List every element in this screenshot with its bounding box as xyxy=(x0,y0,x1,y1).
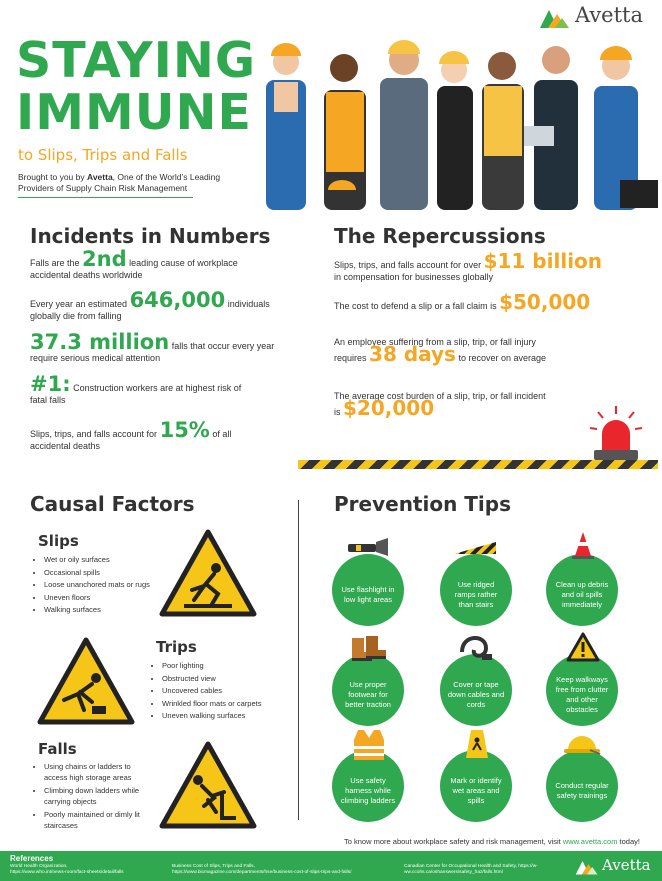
trips-list xyxy=(152,660,302,723)
list-item: • Wrinkled floor mats or carpets xyxy=(162,698,302,711)
logo-text: Avetta xyxy=(575,3,644,27)
avetta-logo-icon xyxy=(574,858,600,876)
byline: Brought to you by Avetta, One of the World’s Leading Providers of Supply Chain Risk Management xyxy=(18,172,221,193)
workers-illustration xyxy=(262,30,662,210)
fall-warning-icon xyxy=(158,740,258,830)
causal-title: Causal Factors xyxy=(30,492,195,516)
traffic-cone-icon xyxy=(570,530,596,560)
worker-1-figure xyxy=(266,43,306,210)
flashlight-icon xyxy=(346,536,392,558)
byline-brand: Avetta xyxy=(87,172,113,182)
cable-icon xyxy=(456,630,496,664)
rep-20000: The average cost burden of a slip, trip, or fall incident is $20,000 xyxy=(334,391,546,420)
stat-37-million: 37.3 million falls that occur every year require serious medical attention xyxy=(30,330,275,363)
reference-1: World Health Organization, https://www.who.int/news-room/fact-sheets/detail/falls xyxy=(10,864,124,875)
title-line-1: STAYING xyxy=(16,32,257,89)
stat-number-one-value: #1: xyxy=(30,372,71,396)
brand-logo xyxy=(538,4,658,30)
ramp-icon xyxy=(452,538,498,556)
list-item: • Climbing down ladders while carrying objects xyxy=(44,786,156,807)
safety-vest-icon xyxy=(352,728,386,762)
alarm-light-icon xyxy=(584,404,648,464)
worker-2-figure xyxy=(324,54,366,210)
tip-walkways: Keep walkways free from clutter and other obstacles xyxy=(546,654,618,726)
learn-more-text: To know more about workplace safety and risk management, visit www.avetta.com today! xyxy=(344,837,640,846)
hazard-stripe xyxy=(298,460,658,469)
list-item: • Occasional spills xyxy=(44,567,184,580)
rep-50000-value: $50,000 xyxy=(499,290,591,314)
worker-4-figure xyxy=(437,51,473,210)
reference-2: Business Cost of Slips, Trips and Falls, https://www.bicmagazine.com/departments/hse/business-cost-of-slips-trips-and-falls/ xyxy=(172,864,352,875)
trip-warning-icon xyxy=(36,636,136,726)
references-title: References xyxy=(10,854,54,863)
title-line-2: IMMUNE xyxy=(16,84,253,141)
tip-ramps: Use ridged ramps rather than stairs xyxy=(440,554,512,626)
wet-floor-sign-icon xyxy=(464,728,490,760)
boots-icon xyxy=(348,634,390,664)
rep-38-days-value: 38 days xyxy=(369,342,456,366)
reference-3: Canadian Center for Occupational Health and Safety, https://w- ww.ccohs.ca/oshanswers/safety_haz/falls.html xyxy=(404,864,538,875)
list-item: • Loose unanchored mats or rugs xyxy=(44,579,184,592)
list-item: • Poor lighting xyxy=(162,660,302,673)
rep-38-days: An employee suffering from a slip, trip, or fall injury requires 38 days to recover on average xyxy=(334,337,547,366)
references-footer xyxy=(0,851,662,881)
stat-2nd: Falls are the 2nd leading cause of workplace accidental deaths worldwide xyxy=(30,247,238,280)
worker-7-figure xyxy=(594,46,658,210)
tip-footwear: Use proper footwear for better traction xyxy=(332,654,404,726)
incidents-title: Incidents in Numbers xyxy=(30,224,271,248)
list-item: • Wet or oily surfaces xyxy=(44,554,184,567)
rep-11-billion: Slips, trips, and falls account for over $11 billion in compensation for businesses globally xyxy=(334,249,603,282)
list-item: • Uncovered cables xyxy=(162,685,302,698)
rep-20000-value: $20,000 xyxy=(343,396,435,420)
header-divider xyxy=(18,197,193,198)
warning-sign-icon xyxy=(566,632,600,662)
stat-15-percent: Slips, trips, and falls account for 15% of all accidental deaths xyxy=(30,418,232,451)
rep-50000: The cost to defend a slip or a fall claim is $50,000 xyxy=(334,290,591,314)
avetta-logo-icon xyxy=(538,6,572,30)
footer-logo-text: Avetta xyxy=(602,856,651,874)
rep-11-billion-value: $11 billion xyxy=(483,249,603,273)
tip-clean-debris: Clean up debris and oil spills immediately xyxy=(546,554,618,626)
list-item: • Using chains or ladders to access high storage areas xyxy=(44,762,156,783)
stat-15-percent-value: 15% xyxy=(159,418,210,442)
stat-37-million-value: 37.3 million xyxy=(30,330,170,354)
tip-trainings: Conduct regular safety trainings xyxy=(546,750,618,822)
falls-list xyxy=(34,762,156,831)
list-item: • Uneven walking surfaces xyxy=(162,710,302,723)
slip-warning-icon xyxy=(158,528,258,618)
tip-flashlight: Use flashlight in low light areas xyxy=(332,554,404,626)
falls-title: Falls xyxy=(38,740,77,758)
list-item: • Uneven floors xyxy=(44,592,184,605)
hard-hat-icon xyxy=(562,730,602,756)
prevention-title: Prevention Tips xyxy=(334,492,512,516)
subtitle: to Slips, Trips and Falls xyxy=(18,146,188,164)
byline-line2: Providers of Supply Chain Risk Management xyxy=(18,183,188,193)
list-item: • Walking surfaces xyxy=(44,604,184,617)
footer-logo xyxy=(574,856,660,878)
slips-title: Slips xyxy=(38,532,79,550)
tip-wet-areas: Mark or identify wet areas and spills xyxy=(440,750,512,822)
tip-cables: Cover or tape down cables and cords xyxy=(440,654,512,726)
stat-2nd-value: 2nd xyxy=(82,247,127,271)
stat-number-one: #1: Construction workers are at highest risk of fatal falls xyxy=(30,372,242,405)
repercussions-title: The Repercussions xyxy=(334,224,546,248)
stat-646000-value: 646,000 xyxy=(129,288,226,312)
worker-5-figure xyxy=(482,52,524,210)
list-item: • Obstructed view xyxy=(162,673,302,686)
worker-3-figure xyxy=(380,40,428,210)
section-divider xyxy=(298,500,299,820)
trips-title: Trips xyxy=(156,638,197,656)
stat-646000: Every year an estimated 646,000 individuals globally die from falling xyxy=(30,288,270,321)
tip-harness: Use safety harness while climbing ladders xyxy=(332,750,404,822)
list-item: • Poorly maintained or dimly lit staircases xyxy=(44,810,156,831)
avetta-link[interactable]: www.avetta.com xyxy=(562,837,618,846)
worker-6-figure xyxy=(524,46,578,210)
